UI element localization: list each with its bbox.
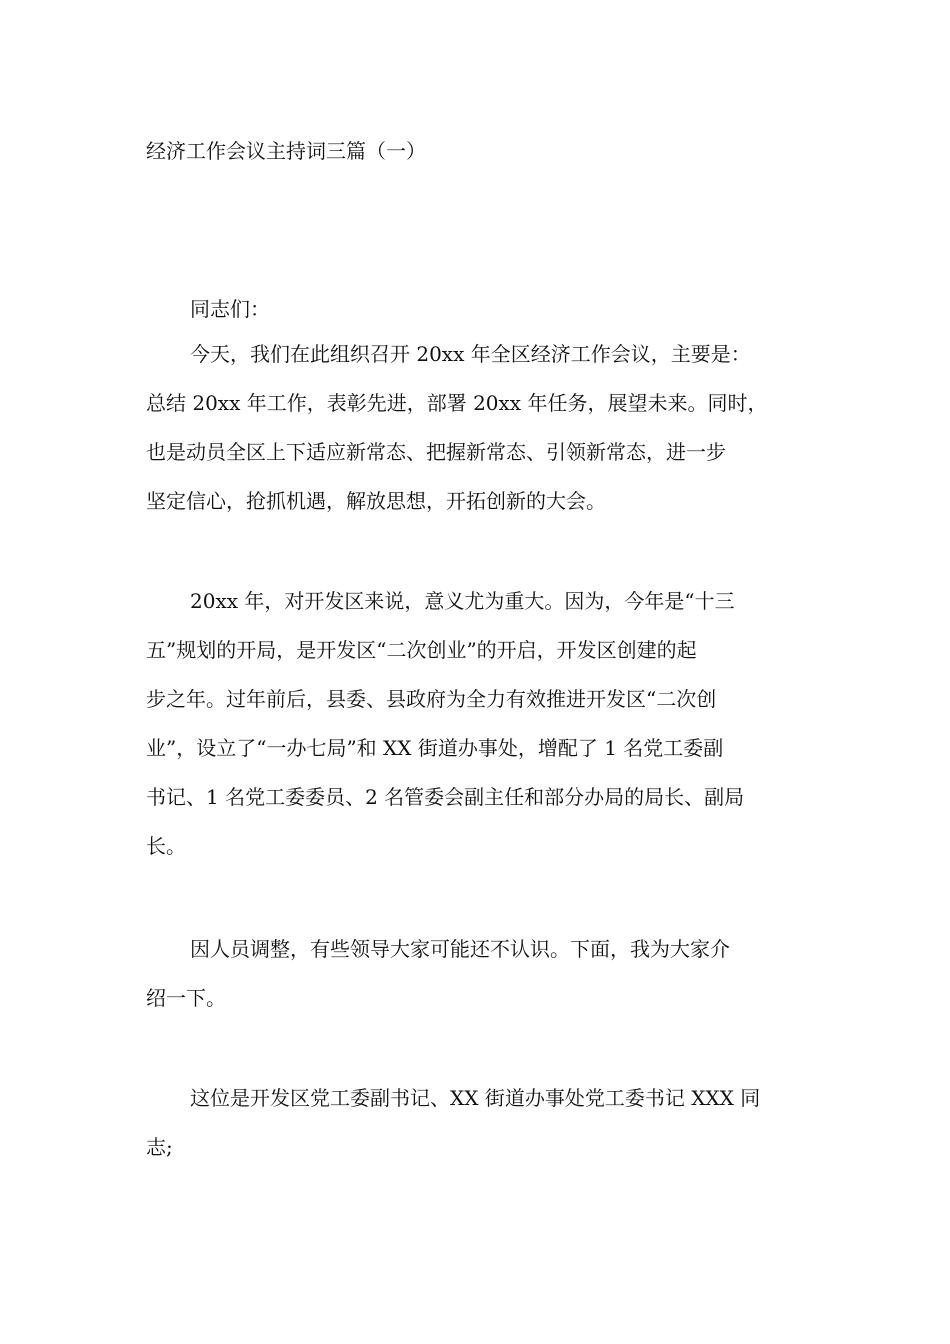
paragraph-4 [146, 1074, 811, 1172]
paragraph-line: 因人员调整，有些领导大家可能还不认识。下面，我为大家介 [190, 937, 730, 961]
paragraph-line: 书记、1 名党工委委员、2 名管委会副主任和部分办局的局长、副局 [146, 785, 745, 809]
paragraph-3 [146, 925, 811, 1023]
paragraph-line: 志; [146, 1135, 173, 1159]
paragraph-1 [146, 330, 811, 526]
paragraph-line: 也是动员全区上下适应新常态、把握新常态、引领新常态，进一步 [146, 440, 726, 464]
paragraph-line: 步之年。过年前后，县委、县政府为全力有效推进开发区“二次创 [146, 687, 717, 711]
paragraph-line: 总结 20xx 年工作，表彰先进，部署 20xx 年任务，展望未来。同时， [146, 391, 768, 415]
paragraph-2 [146, 577, 811, 871]
paragraph-line: 业”，设立了“一办七局”和 XX 街道办事处，增配了 1 名党工委副 [146, 736, 724, 760]
paragraph-line: 绍一下。 [146, 986, 226, 1010]
paragraph-line: 今天，我们在此组织召开 20xx 年全区经济工作会议，主要是： [190, 342, 751, 366]
paragraph-line: 长。 [146, 834, 186, 858]
paragraph-line: 坚定信心，抢抓机遇，解放思想，开拓创新的大会。 [146, 489, 606, 513]
salutation-text: 同志们： [190, 297, 270, 321]
document-title: 经济工作会议主持词三篇（一） [146, 139, 426, 163]
paragraph-line: 五”规划的开局，是开发区“二次创业”的开启，开发区创建的起 [146, 638, 697, 662]
paragraph-line: 这位是开发区党工委副书记、XX 街道办事处党工委书记 XXX 同 [190, 1086, 761, 1110]
salutation [146, 285, 811, 334]
paragraph-line: 20xx 年，对开发区来说，意义尤为重大。因为，今年是“十三 [190, 589, 735, 613]
